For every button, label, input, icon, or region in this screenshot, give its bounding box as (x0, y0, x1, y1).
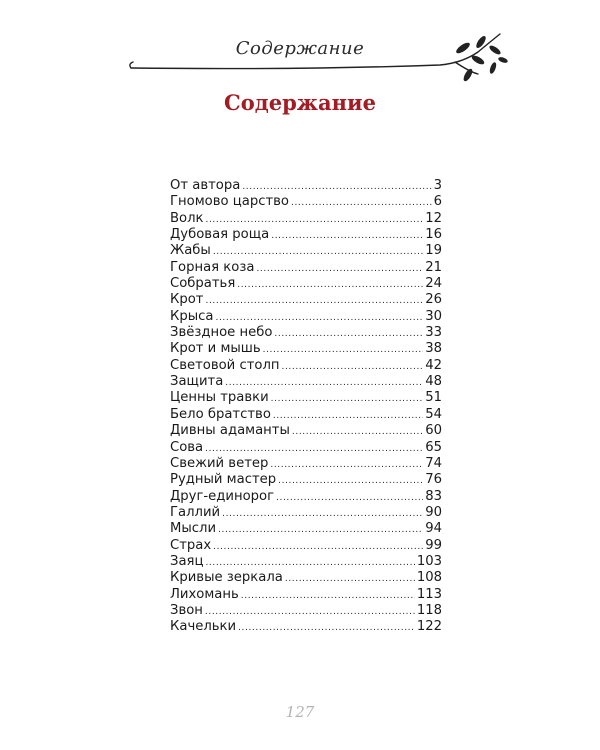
toc-entry-page: 60 (425, 423, 442, 439)
toc-entry-title: Сова (170, 439, 204, 455)
toc-entry (170, 325, 442, 341)
toc-entry (170, 374, 442, 390)
toc-entry-title: Мысли (170, 521, 217, 537)
toc-entry-title: Звёздное небо (170, 325, 273, 341)
toc-entry-page: 33 (425, 325, 442, 341)
dot-leader (205, 555, 414, 571)
toc-entry-page: 12 (425, 210, 442, 226)
toc-entry-title: От автора (170, 178, 241, 193)
dot-leader (291, 195, 432, 211)
toc-entry-page: 83 (425, 488, 442, 504)
toc-entry (170, 521, 442, 537)
toc-entry (170, 211, 442, 227)
toc-entry-page: 6 (433, 194, 442, 210)
toc-entry (170, 309, 442, 325)
toc-entry (170, 505, 442, 521)
toc-entry-title: Световой столп (170, 357, 280, 373)
toc-entry-page: 76 (425, 472, 442, 488)
toc-entry (170, 276, 442, 292)
toc-entry-page: 38 (425, 341, 442, 357)
toc-entry-title: Рудный мастер (170, 472, 277, 488)
toc-entry-title: Крот и мышь (170, 341, 261, 357)
toc-entry (170, 538, 442, 554)
toc-entry-title: Собратья (170, 276, 236, 292)
dot-leader (213, 244, 423, 260)
dot-leader (276, 490, 423, 506)
toc-entry (170, 489, 442, 505)
toc-entry (170, 227, 442, 243)
running-head-title: Содержание (235, 38, 365, 59)
toc-entry-title: Дивны адаманты (170, 423, 290, 439)
dot-leader (205, 293, 423, 309)
toc-entry-title: Страх (170, 537, 212, 553)
toc-entry (170, 358, 442, 374)
toc-entry-page: 122 (416, 619, 442, 635)
toc-entry-page: 113 (416, 586, 442, 602)
toc-entry-page: 74 (425, 455, 442, 471)
toc-entry-title: Звон (170, 602, 203, 618)
toc-entry-page: 94 (425, 521, 442, 537)
toc-entry (170, 178, 442, 194)
dot-leader (205, 604, 415, 620)
dot-leader (237, 277, 423, 293)
page-number: 127 (285, 703, 315, 721)
toc-entry-title: Свежий ветер (170, 455, 269, 471)
dot-leader (256, 261, 423, 277)
dot-leader (271, 391, 424, 407)
dot-leader (292, 424, 423, 440)
page-title: Содержание (224, 90, 376, 115)
toc-entry-title: Друг-единорог (170, 488, 275, 504)
dot-leader (278, 473, 423, 489)
toc-entry-page: 54 (425, 406, 442, 422)
dot-leader (213, 539, 423, 555)
toc-entry (170, 407, 442, 423)
dot-leader (270, 457, 423, 473)
toc-entry (170, 472, 442, 488)
toc-entry-page: 108 (416, 570, 442, 586)
dot-leader (218, 522, 423, 538)
toc-entry-page: 51 (425, 390, 442, 406)
toc-entry-page: 90 (425, 504, 442, 520)
toc-entry-title: Волк (170, 210, 204, 226)
toc-entry (170, 390, 442, 406)
toc-entry-page: 21 (425, 259, 442, 275)
dot-leader (206, 212, 424, 228)
dot-leader (225, 375, 423, 391)
toc-entry (170, 554, 442, 570)
toc-entry-page: 3 (433, 178, 442, 193)
dot-leader (282, 359, 424, 375)
toc-entry (170, 341, 442, 357)
toc-entry-page: 103 (416, 553, 442, 569)
toc-entry-page: 24 (425, 276, 442, 292)
dot-leader (238, 620, 415, 636)
toc-entry-page: 30 (425, 308, 442, 324)
toc-entry-page: 65 (425, 439, 442, 455)
toc-entry-title: Гномово царство (170, 194, 289, 210)
toc-entry-title: Горная коза (170, 259, 255, 275)
toc-entry (170, 440, 442, 456)
toc-entry (170, 423, 442, 439)
toc-entry-page: 19 (425, 243, 442, 259)
toc-entry-title: Лихомань (170, 586, 239, 602)
toc-entry-page: 26 (425, 292, 442, 308)
toc-entry-title: Дубовая роща (170, 227, 270, 243)
toc-entry-page: 48 (425, 374, 442, 390)
toc-entry-title: Бело братство (170, 406, 271, 422)
toc-entry-title: Крот (170, 292, 204, 308)
toc-entry (170, 603, 442, 619)
toc-entry-title: Качельки (170, 619, 237, 635)
dot-leader (274, 326, 423, 342)
toc-entry-title: Кривые зеркала (170, 570, 283, 586)
dot-leader (263, 342, 424, 358)
toc-entry-title: Крыса (170, 308, 214, 324)
dot-leader (241, 588, 415, 604)
toc-entry (170, 243, 442, 259)
toc-entry-title: Галлий (170, 504, 221, 520)
dot-leader (222, 506, 423, 522)
toc-entry (170, 587, 442, 603)
toc-entry (170, 570, 442, 586)
toc-entry-title: Жабы (170, 243, 211, 259)
dot-leader (285, 571, 415, 587)
dot-leader (271, 228, 423, 244)
toc-entry-page: 118 (416, 602, 442, 618)
toc-entry (170, 619, 442, 635)
toc-entry-page: 42 (425, 357, 442, 373)
toc-entry-title: Защита (170, 374, 224, 390)
dot-leader (215, 310, 423, 326)
toc-entry (170, 260, 442, 276)
dot-leader (205, 441, 423, 457)
toc-entry-page: 99 (425, 537, 442, 553)
toc-entry (170, 292, 442, 308)
dot-leader (242, 179, 431, 195)
toc-entry (170, 456, 442, 472)
toc-entry-title: Ценны травки (170, 390, 269, 406)
dot-leader (273, 408, 423, 424)
table-of-contents (170, 178, 442, 636)
toc-entry (170, 194, 442, 210)
toc-entry-title: Заяц (170, 553, 204, 569)
toc-entry-page: 16 (425, 227, 442, 243)
